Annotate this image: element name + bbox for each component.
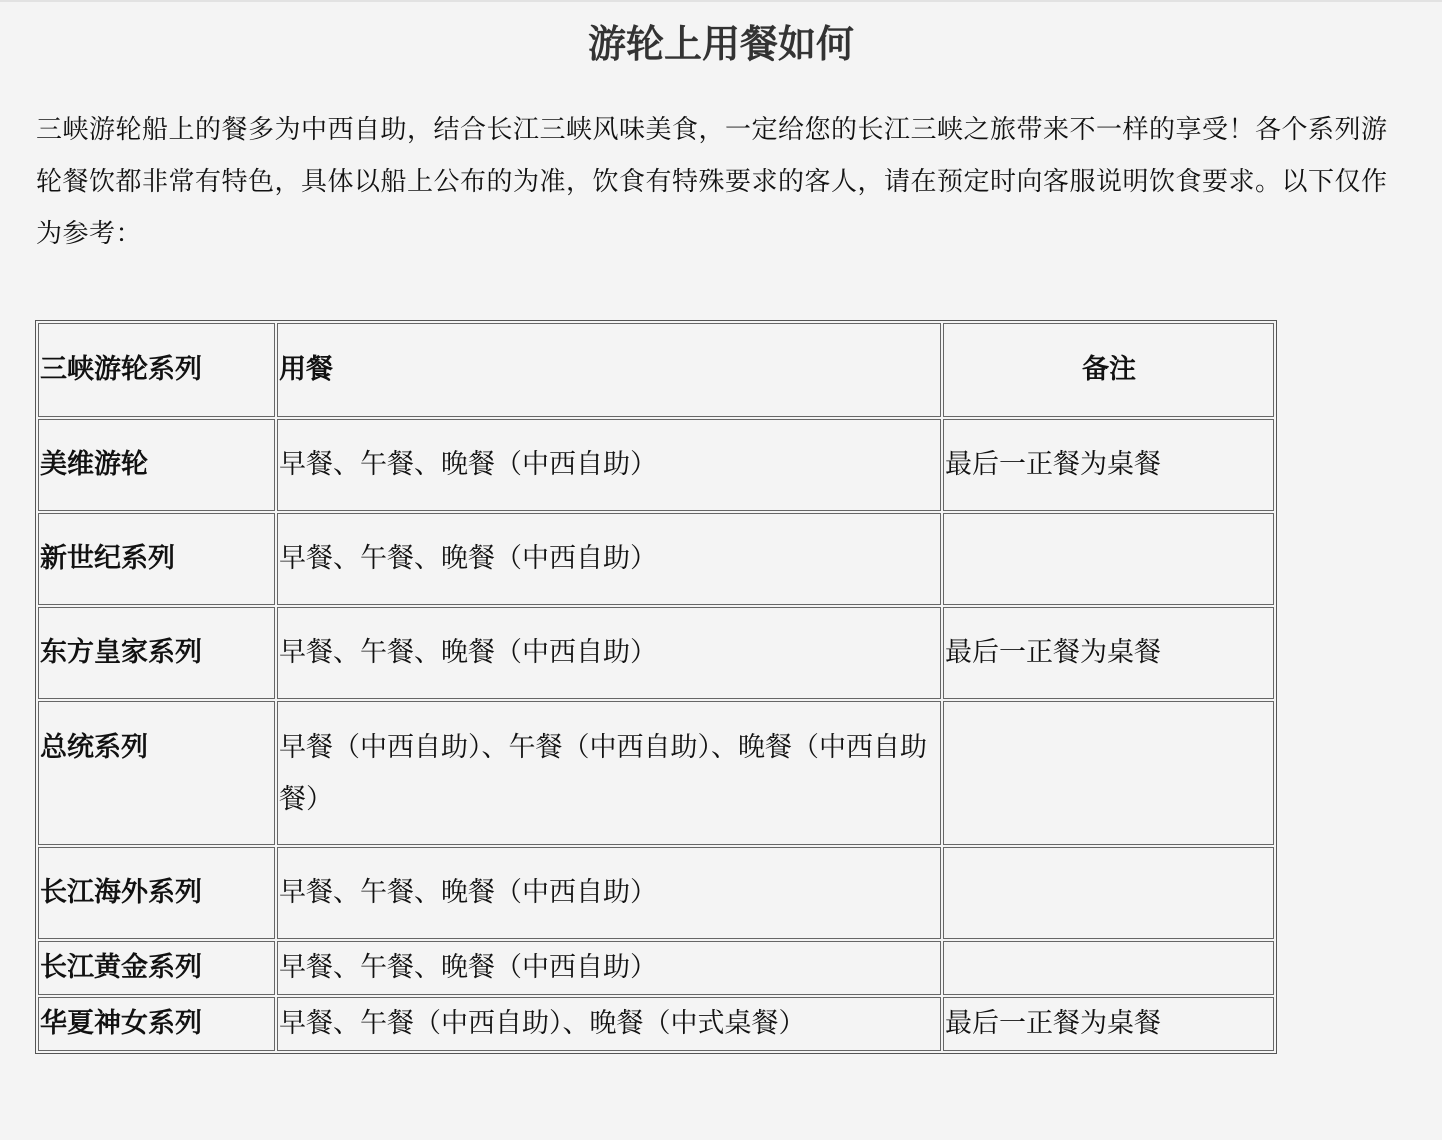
table-header-row	[38, 323, 1274, 417]
header-notes: 备注	[943, 323, 1274, 417]
cell-series: 总统系列	[38, 701, 275, 845]
top-divider	[0, 0, 1442, 2]
table-row	[38, 701, 1274, 845]
cell-series: 东方皇家系列	[38, 607, 275, 699]
cruise-meals-table	[35, 320, 1277, 1054]
cell-notes	[943, 701, 1274, 845]
cell-notes: 最后一正餐为桌餐	[943, 607, 1274, 699]
cell-meals: 早餐、午餐、晚餐（中西自助）	[277, 941, 941, 995]
table-row	[38, 941, 1274, 995]
table-row	[38, 997, 1274, 1051]
table-row	[38, 513, 1274, 605]
cell-meals: 早餐、午餐、晚餐（中西自助）	[277, 513, 941, 605]
cell-meals: 早餐、午餐（中西自助）、晚餐（中式桌餐）	[277, 997, 941, 1051]
cell-notes: 最后一正餐为桌餐	[943, 997, 1274, 1051]
table-row	[38, 607, 1274, 699]
table-row	[38, 419, 1274, 511]
cell-series: 长江黄金系列	[38, 941, 275, 995]
cell-series: 华夏神女系列	[38, 997, 275, 1051]
page-title: 游轮上用餐如何	[587, 21, 854, 66]
intro-paragraph: 三峡游轮船上的餐多为中西自助，结合长江三峡风味美食，一定给您的长江三峡之旅带来不一样的享受！各个系列游轮餐饮都非常有特色，具体以船上公布的为准，饮食有特殊要求的客人，请在预定时向客服说明饮食要求。以下仅作为参考：	[36, 115, 1388, 249]
cell-series: 新世纪系列	[38, 513, 275, 605]
cell-meals: 早餐、午餐、晚餐（中西自助）	[277, 847, 941, 939]
cell-meals: 早餐、午餐、晚餐（中西自助）	[277, 607, 941, 699]
table-row	[38, 847, 1274, 939]
cell-notes: 最后一正餐为桌餐	[943, 419, 1274, 511]
cell-notes	[943, 847, 1274, 939]
cell-meals: 早餐（中西自助）、午餐（中西自助）、晚餐（中西自助餐）	[277, 701, 941, 845]
cell-series: 美维游轮	[38, 419, 275, 511]
cell-series: 长江海外系列	[38, 847, 275, 939]
cell-notes	[943, 513, 1274, 605]
cell-meals: 早餐、午餐、晚餐（中西自助）	[277, 419, 941, 511]
cell-notes	[943, 941, 1274, 995]
header-meals: 用餐	[277, 323, 941, 417]
header-series: 三峡游轮系列	[38, 323, 275, 417]
